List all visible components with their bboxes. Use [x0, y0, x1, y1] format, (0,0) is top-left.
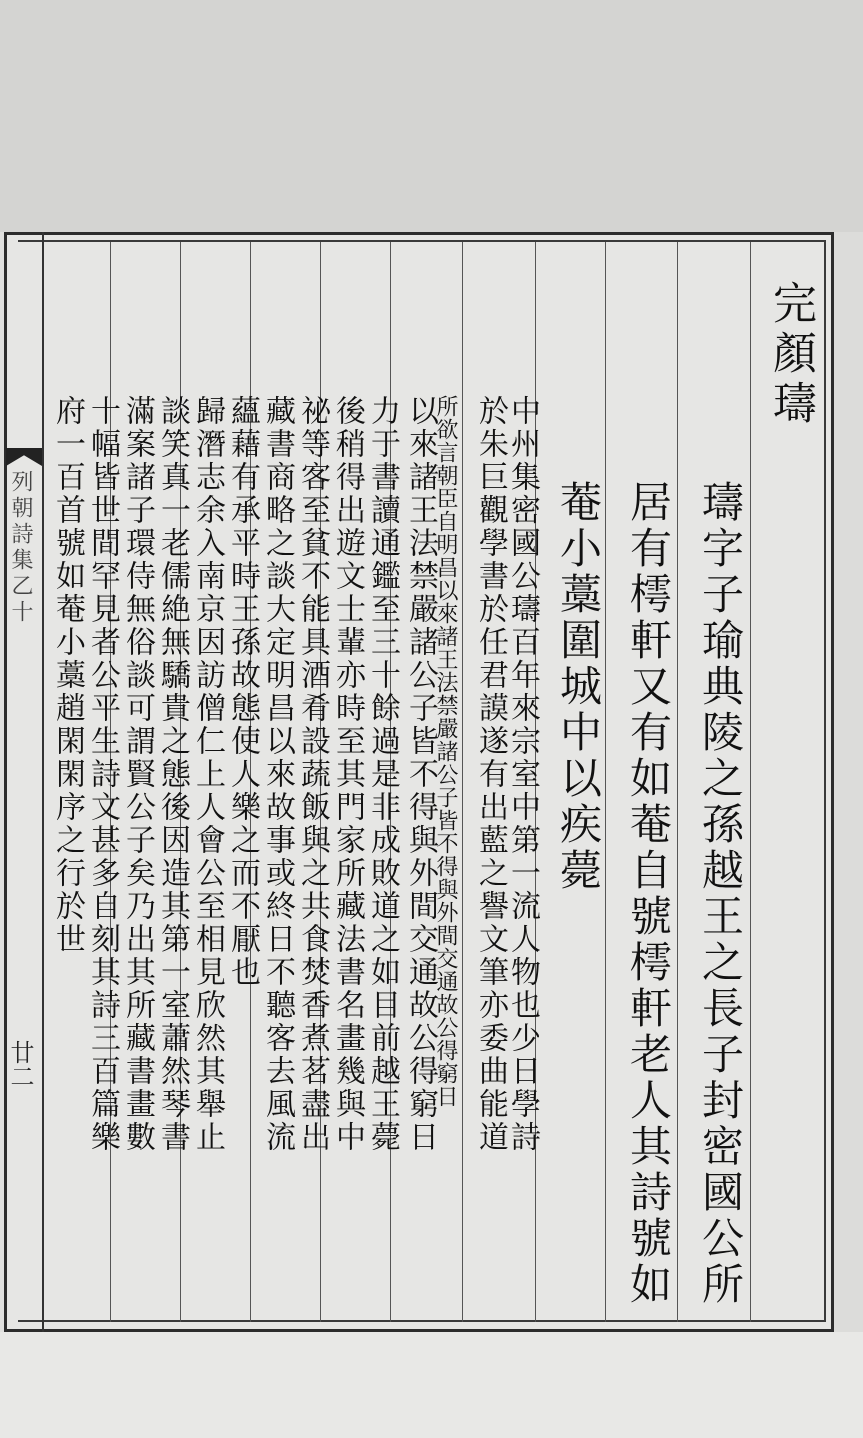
- column-rule: [750, 242, 751, 1322]
- text-column: 力于書讀通鑑至三十餘過是非成敗道之如目前越王薨: [365, 395, 400, 1154]
- text-column: 所欲言朝臣自明昌以來諸王法禁嚴諸公子皆不得與外間交通故公得窮日: [433, 395, 458, 1108]
- text-column: 以來諸王法禁嚴諸公子皆不得與外間交通故公得窮日: [403, 395, 438, 1154]
- banxin-title: 列朝詩集乙十: [8, 470, 33, 626]
- text-column: 璹字子瑜典陵之孫越王之長子封密國公所: [696, 480, 745, 1308]
- text-column: 蘊藉有承平時王孫故態使人樂之而不厭也: [225, 395, 260, 989]
- banxin-center-strip: [4, 232, 44, 1332]
- text-column: 居有樗軒又有如菴自號樗軒老人其詩號如: [624, 480, 673, 1308]
- text-column: 歸潛志余入南京因訪僧仁上人會公至相見欣然其舉止: [190, 395, 225, 1154]
- text-column: 於朱巨觀學書於任君謨遂有出藍之譽文筆亦委曲能道: [473, 395, 508, 1154]
- text-column: 藏書商略之談大定明昌以來故事或終日不聽客去風流: [260, 395, 295, 1154]
- text-column: 十幅皆世間罕見者公平生詩文甚多自刻其詩三百篇樂: [85, 395, 120, 1154]
- text-column: 菴小藁圍城中以疾薨: [554, 480, 603, 894]
- top-margin: [0, 0, 863, 232]
- column-rule: [462, 242, 463, 1322]
- text-column: 談笑真一老儒絶無驕貴之態後因造其第一室蕭然琴書: [155, 395, 190, 1154]
- text-column: 後稍得出遊文士輩亦時至其門家所藏法書名畫幾與中: [330, 395, 365, 1154]
- text-column: 府一百首號如菴小藁趙閑閑序之行於世: [50, 395, 85, 956]
- text-column: 中州集密國公璹百年來宗室中第一流人物也少日學詩: [505, 395, 540, 1154]
- right-edge: [834, 232, 863, 1332]
- text-column: 祕等客至貧不能具酒肴設蔬飯與之共食焚香煮茗盡出: [295, 395, 330, 1154]
- banxin-page-number: 廿二: [6, 1040, 34, 1088]
- entry-title: 完顏璹: [765, 280, 816, 430]
- text-column: 滿案諸子環侍無俗談可謂賢公子矣乃出其所藏書畫數: [120, 395, 155, 1154]
- bottom-margin: [0, 1332, 863, 1438]
